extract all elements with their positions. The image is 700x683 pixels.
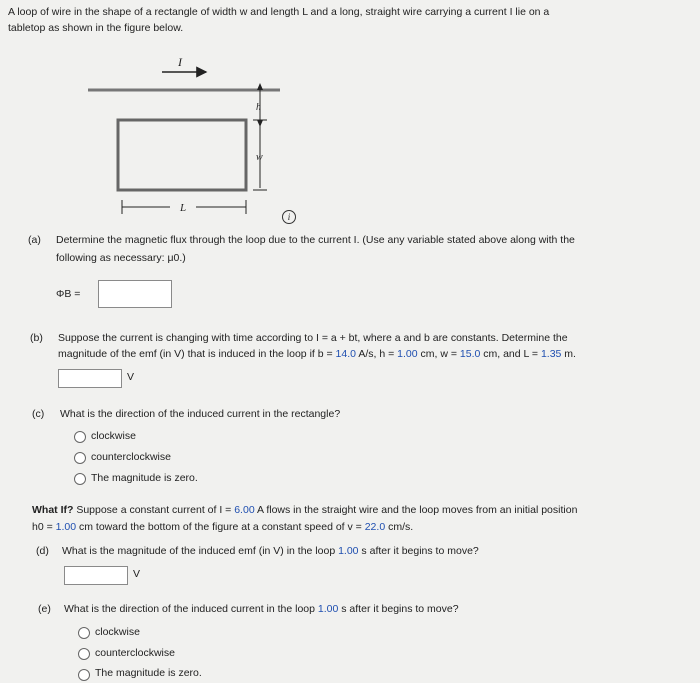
v-value: 22.0 [364, 521, 386, 533]
I-value: 6.00 [234, 504, 255, 516]
emf-unit: V [127, 371, 135, 383]
intro-line-1: A loop of wire in the shape of a rectangle of width w and length L and a long, straight wire carrying a current I lie on a [8, 6, 550, 18]
h-label: h [256, 102, 261, 113]
part-b-line-1: Suppose the current is changing with time according to I = a + bt, where a and b are constants. Determine the [58, 332, 568, 344]
flux-answer-label: ΦB = [56, 288, 81, 300]
current-label: I [178, 55, 182, 69]
wire-loop [118, 120, 246, 190]
part-c-radio-zero[interactable] [74, 473, 86, 485]
w-label: w [256, 152, 263, 163]
flux-answer-input[interactable] [98, 280, 172, 308]
h0-value: 1.00 [55, 521, 77, 533]
what-if-line-2: h0 = 1.00 cm toward the bottom of the figure at a constant speed of v = 22.0 cm/s. [32, 521, 414, 533]
part-e-radio-counterclockwise[interactable] [78, 648, 90, 660]
part-c-radio-clockwise[interactable] [74, 431, 86, 443]
part-a-line-1: Determine the magnetic flux through the loop due to the current I. (Use any variable stated above along with the [56, 234, 575, 246]
L-value: 1.35 [540, 348, 562, 360]
b-value: 14.0 [335, 348, 356, 360]
figure-wire-loop [80, 50, 320, 230]
part-e-radio-clockwise[interactable] [78, 627, 90, 639]
part-b-label: (b) [30, 332, 43, 344]
part-a-line-2: following as necessary: μ0.) [56, 252, 186, 264]
problem-intro [8, 4, 688, 36]
part-e-label: (e) [38, 603, 51, 615]
part-c-radio-counterclockwise[interactable] [74, 452, 86, 464]
part-c-question: What is the direction of the induced current in the rectangle? [60, 408, 341, 420]
h-value: 1.00 [397, 348, 418, 360]
part-e-option-zero[interactable]: The magnitude is zero. [95, 667, 202, 679]
part-d-question: What is the magnitude of the induced emf (in V) in the loop 1.00 s after it begins to move? [62, 545, 479, 557]
part-e-question: What is the direction of the induced current in the loop 1.00 s after it begins to move? [64, 603, 459, 615]
part-d-time-value: 1.00 [338, 545, 359, 557]
part-b-line-2: magnitude of the emf (in V) that is induced in the loop if b = 14.0 A/s, h = 1.00 cm, w = 15.0 cm, and L = 1.35 m. [58, 348, 576, 360]
part-a-label: (a) [28, 234, 41, 246]
what-if-line-1: What If? Suppose a constant current of I = 6.00 A flows in the straight wire and the loop moves from an initial position [32, 504, 578, 516]
L-label: L [180, 202, 187, 214]
part-d-label: (d) [36, 545, 49, 557]
part-c-label: (c) [32, 408, 45, 420]
part-c-option-counterclockwise[interactable]: counterclockwise [91, 451, 171, 463]
info-icon[interactable]: i [282, 210, 296, 224]
part-e-radio-zero[interactable] [78, 669, 90, 681]
intro-line-2: tabletop as shown in the figure below. [8, 22, 184, 34]
part-c-option-clockwise[interactable]: clockwise [91, 430, 136, 442]
emf-1s-answer-input[interactable] [64, 566, 128, 585]
part-e-option-counterclockwise[interactable]: counterclockwise [95, 647, 175, 659]
part-c-option-zero[interactable]: The magnitude is zero. [91, 472, 198, 484]
part-e-time-value: 1.00 [317, 603, 339, 615]
part-e-option-clockwise[interactable]: clockwise [95, 626, 140, 638]
emf-answer-input[interactable] [58, 369, 122, 388]
w-value: 15.0 [459, 348, 481, 360]
emf-1s-unit: V [133, 568, 141, 580]
